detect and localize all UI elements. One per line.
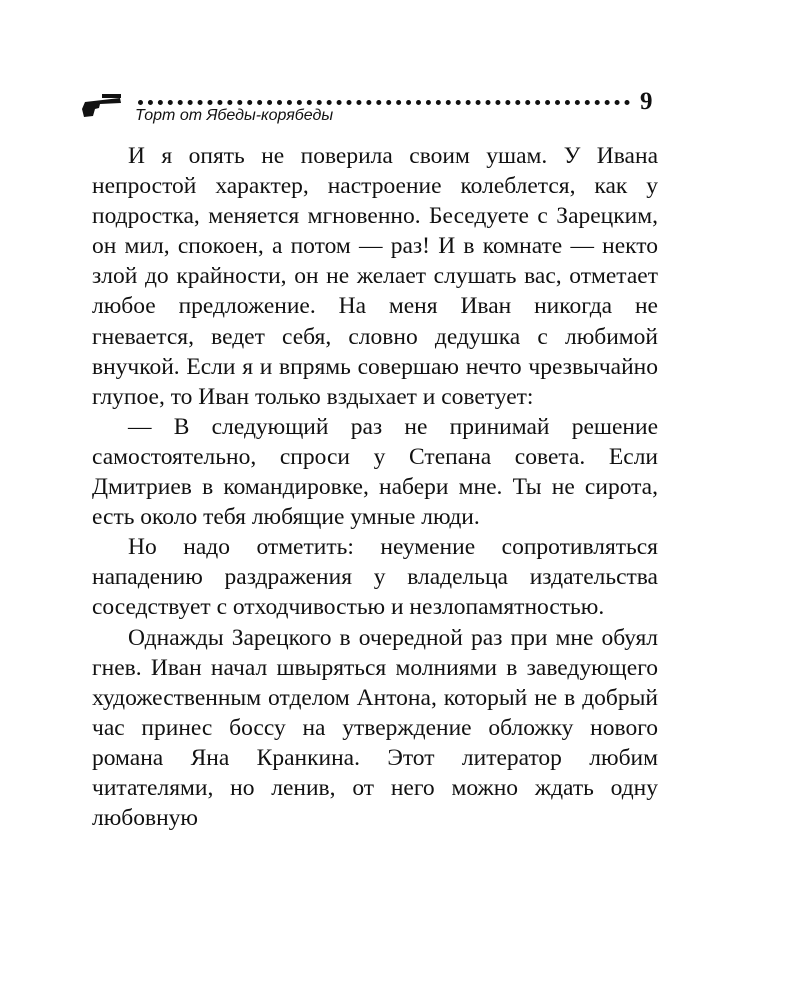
header-dotted-rule	[138, 100, 630, 105]
page-number: 9	[640, 88, 653, 115]
paragraph: И я опять не поверила своим ушам. У Ивана непростой характер, настроение колеблется, как у подростка, меняется мгновенно. Беседуете с Зарецким, он мил, спокоен, а потом — раз! И в комнате — некто злой до крайности, он не желает слушать вас, отметает любое предложение. На меня Иван никогда не гневается, ведет себя, словно дедушка с любимой внучкой. Если я и впрямь совершаю нечто чрезвычайно глупое, то Иван только вздыхает и советует:	[92, 143, 658, 410]
paragraph: — В следующий раз не принимай решение самостоятельно, спроси у Степана совета. Если Дмитриев в командировке, набери мне. Ты не сирота, есть около тебя любящие умные люди.	[92, 413, 658, 531]
page-header	[0, 0, 800, 140]
paragraph: Однажды Зарецкого в очередной раз при мне обуял гнев. Иван начал швыряться молниями в заведующего художественным отделом Антона, который не в добрый час принес боссу на утверждение обложку нового романа Яна Кранкина. Этот литератор любим читателями, но ленив, от него можно ждать одну любовную	[92, 624, 658, 832]
body-text	[92, 141, 658, 833]
revolver-icon	[80, 93, 124, 119]
running-title: Торт от Ябеды-корябеды	[135, 107, 334, 124]
paragraph: Но надо отметить: неумение сопротивляться нападению раздражения у владельца издательства соседствует с отходчивостью и незлопамятностью.	[92, 534, 658, 621]
